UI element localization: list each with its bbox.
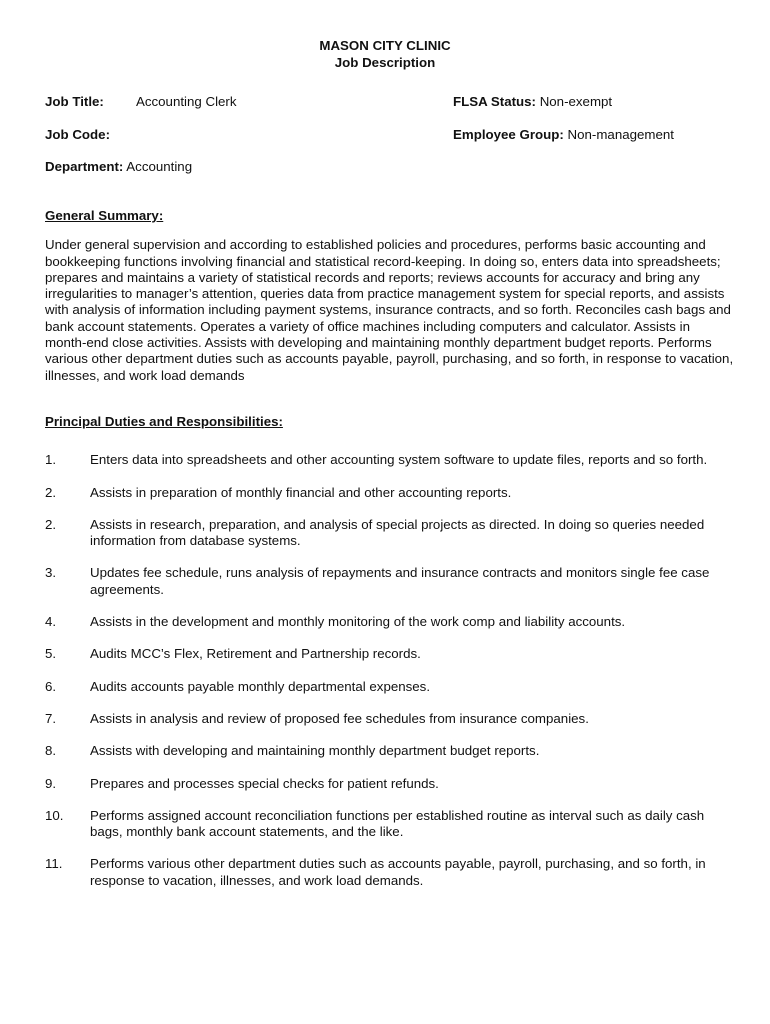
duty-number: 10. (45, 807, 64, 823)
document-header (45, 38, 725, 72)
duty-text: Assists in the development and monthly monitoring of the work comp and liability accounts. (90, 614, 626, 630)
duty-number: 9. (45, 775, 57, 791)
job-code-label: Job Code: (45, 127, 111, 142)
department (45, 159, 192, 175)
duty-text: Audits accounts payable monthly departmental expenses. (90, 678, 431, 694)
duty-text: Updates fee schedule, runs analysis of repayments and insurance contracts and monitors single fee case agreements. (90, 565, 710, 597)
duty-item (45, 743, 735, 759)
duty-number: 8. (45, 743, 57, 759)
duty-item (45, 808, 735, 841)
employee-group-label: Employee Group: (453, 127, 564, 142)
duty-item (45, 646, 735, 662)
document-type: Job Description (334, 55, 436, 70)
duty-number: 4. (45, 614, 57, 630)
duty-item (45, 711, 735, 727)
job-title-label: Job Title: (45, 94, 104, 109)
duty-number: 2. (45, 516, 57, 532)
duty-text: Enters data into spreadsheets and other accounting system software to update files, reports and so forth. (90, 452, 708, 468)
duty-text: Assists in research, preparation, and analysis of special projects as directed. In doing so queries needed information from database systems. (90, 516, 705, 549)
document-page (45, 38, 735, 905)
duties-list (45, 452, 735, 889)
employee-group-value: Non-management (567, 127, 674, 142)
flsa-status (453, 94, 612, 110)
duty-number: 6. (45, 678, 57, 694)
general-summary-heading: General Summary: (45, 208, 164, 223)
job-title-value: Accounting Clerk (136, 94, 237, 109)
duty-text: Prepares and processes special checks for patient refunds. (90, 775, 439, 791)
duty-number: 5. (45, 646, 57, 662)
flsa-value: Non-exempt (539, 94, 613, 109)
duty-item (45, 517, 735, 550)
duty-number: 7. (45, 710, 57, 726)
duty-item (45, 776, 735, 792)
principal-duties-heading: Principal Duties and Responsibilities: (45, 413, 283, 429)
duty-number: 3. (45, 565, 57, 581)
duty-number: 2. (45, 484, 57, 500)
duty-text: Assists with developing and maintaining monthly department budget reports. (90, 743, 540, 759)
employee-group (453, 127, 674, 143)
department-value: Accounting (126, 159, 193, 174)
department-label: Department: (45, 159, 124, 174)
job-meta (45, 94, 735, 194)
duty-text: Performs various other department duties such as accounts payable, payroll, purchasing, and so forth, in response to vacation, illnesses, and work load demands. (90, 856, 706, 888)
duty-text: Audits MCC’s Flex, Retirement and Partnership records. (90, 646, 421, 662)
duty-number: 1. (45, 452, 57, 468)
duty-text: Performs assigned account reconciliation functions per established routine as interval such as daily cash bags, monthly bank account statements, and the like. (90, 807, 705, 840)
duty-item (45, 679, 735, 695)
duty-item (45, 856, 735, 889)
duty-item (45, 452, 735, 468)
duty-number: 11. (45, 856, 63, 872)
general-summary-text: Under general supervision and according to established policies and procedures, performs basic accounting and bookkeeping functions involving financial and statistical record-keeping. In doing so, enters data into spreadsheets; prepares and maintains a variety of statistical records and reports; reviews accounts for accuracy and bring any irregularities to manager’s attention, queries data from practice management system for special reports, and assists with analysis of information including payment systems, insurance contracts, and so forth. Reconciles cash bags and bank account statements. Operates a variety of office machines including computers and calculator. Assists in month-end close activities. Assists with developing and maintaining monthly department budget reports. Performs various other department duties such as accounts payable, payroll, purchasing, and so forth, in response to vacation, illnesses, and work load demands (45, 237, 734, 383)
duty-text: Assists in analysis and review of proposed fee schedules from insurance companies. (90, 710, 589, 726)
duty-item (45, 485, 735, 501)
duty-text: Assists in preparation of monthly financial and other accounting reports. (90, 484, 512, 500)
duty-item (45, 565, 735, 598)
duty-item (45, 614, 735, 630)
flsa-label: FLSA Status: (453, 94, 536, 109)
organization-name: MASON CITY CLINIC (319, 38, 451, 53)
